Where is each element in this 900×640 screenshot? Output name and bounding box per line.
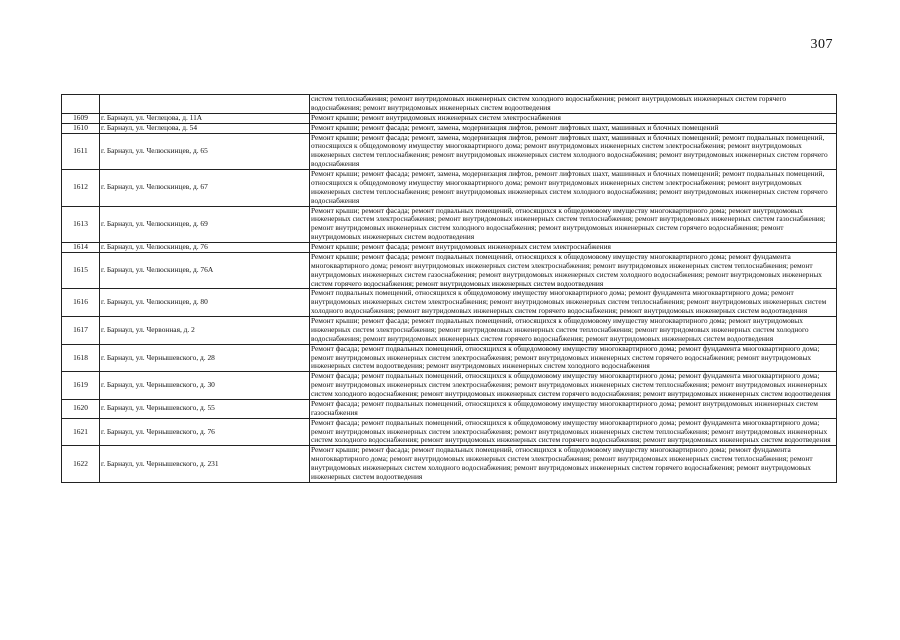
table-row bbox=[62, 289, 837, 317]
row-works: Ремонт крыши; ремонт фасада; ремонт внутридомовых инженерных систем электроснабжения bbox=[310, 243, 837, 253]
row-number bbox=[62, 95, 100, 114]
row-address: г. Барнаул, ул. Челюскинцев, д. 80 bbox=[100, 289, 310, 317]
table-row bbox=[62, 133, 837, 170]
row-address: г. Барнаул, ул. Челюскинцев, д. 76А bbox=[100, 252, 310, 289]
row-works: Ремонт крыши; ремонт фасада; ремонт подвальных помещений, относящихся к общедомовому имуществу многоквартирного дома; ремонт внутридомовых инженерных систем электроснабжения; ремонт внутридомовых инженерных систем теплоснабжения; ремонт внутридомовых инженерных систем газоснабжения; ремонт внутридомовых инженерных систем холодного водоснабжения; ремонт внутридомовых инженерных систем горячего водоснабжения; ремонт внутридомовых инженерных систем водоотведения bbox=[310, 206, 837, 243]
table-row bbox=[62, 95, 837, 114]
row-number: 1621 bbox=[62, 418, 100, 446]
row-works: Ремонт фасада; ремонт подвальных помещений, относящихся к общедомовому имуществу многоквартирного дома; ремонт фундамента многоквартирного дома; ремонт внутридомовых инженерных систем электроснабжения; ремонт внутридомовых инженерных систем горячего водоснабжения; ремонт внутридомовых инженерных систем водоотведения; ремонт внутридомовых инженерных систем холодного водоснабжения bbox=[310, 344, 837, 372]
row-number: 1614 bbox=[62, 243, 100, 253]
table-row bbox=[62, 418, 837, 446]
row-address: г. Барнаул, ул. Челюскинцев, д. 65 bbox=[100, 133, 310, 170]
row-number: 1622 bbox=[62, 446, 100, 483]
table-row bbox=[62, 317, 837, 345]
table-row bbox=[62, 252, 837, 289]
row-address: г. Барнаул, ул. Червонная, д. 2 bbox=[100, 317, 310, 345]
table-row bbox=[62, 243, 837, 253]
table-row bbox=[62, 206, 837, 243]
row-works: Ремонт крыши; ремонт внутридомовых инженерных систем электроснабжения bbox=[310, 113, 837, 123]
row-works: Ремонт фасада; ремонт подвальных помещений, относящихся к общедомовому имуществу многоквартирного дома; ремонт фундамента многоквартирного дома; ремонт внутридомовых инженерных систем электроснабжения; ремонт внутридомовых инженерных систем теплоснабжения; ремонт внутридомовых инженерных систем холодного водоснабжения; ремонт внутридомовых инженерных систем горячего водоснабжения; ремонт внутридомовых инженерных систем водоотведения bbox=[310, 418, 837, 446]
row-number: 1615 bbox=[62, 252, 100, 289]
table-row bbox=[62, 123, 837, 133]
repair-works-table bbox=[61, 94, 837, 483]
row-address: г. Барнаул, ул. Чернышевского, д. 231 bbox=[100, 446, 310, 483]
row-works: Ремонт крыши; ремонт фасада; ремонт, замена, модернизация лифтов, ремонт лифтовых шахт, машинных и блочных помещений; ремонт подвальных помещений, относящихся к общедомовому имуществу многоквартирного дома; ремонт внутридомовых инженерных систем электроснабжения; ремонт внутридомовых инженерных систем теплоснабжения; ремонт внутридомовых инженерных систем холодного водоснабжения; ремонт внутридомовых инженерных систем горячего водоснабжения bbox=[310, 133, 837, 170]
row-number: 1609 bbox=[62, 113, 100, 123]
row-works: Ремонт крыши; ремонт фасада; ремонт, замена, модернизация лифтов, ремонт лифтовых шахт, машинных и блочных помещений bbox=[310, 123, 837, 133]
row-number: 1612 bbox=[62, 170, 100, 207]
row-number: 1611 bbox=[62, 133, 100, 170]
row-number: 1616 bbox=[62, 289, 100, 317]
row-address: г. Барнаул, ул. Чеглецова, д. 11А bbox=[100, 113, 310, 123]
row-number: 1613 bbox=[62, 206, 100, 243]
row-number: 1618 bbox=[62, 344, 100, 372]
table-row bbox=[62, 113, 837, 123]
row-works: Ремонт подвальных помещений, относящихся к общедомовому имуществу многоквартирного дома; ремонт фундамента многоквартирного дома; ремонт внутридомовых инженерных систем электроснабжения; ремонт внутридомовых инженерных систем теплоснабжения; ремонт внутридомовых инженерных систем холодного водоснабжения; ремонт внутридомовых инженерных систем горячего водоснабжения; ремонт внутридомовых инженерных систем водоотведения bbox=[310, 289, 837, 317]
row-address: г. Барнаул, ул. Чернышевского, д. 30 bbox=[100, 372, 310, 400]
table-row bbox=[62, 446, 837, 483]
row-address: г. Барнаул, ул. Чернышевского, д. 28 bbox=[100, 344, 310, 372]
table-row bbox=[62, 372, 837, 400]
row-address: г. Барнаул, ул. Челюскинцев, д. 76 bbox=[100, 243, 310, 253]
row-address: г. Барнаул, ул. Чернышевского, д. 55 bbox=[100, 399, 310, 418]
row-address bbox=[100, 95, 310, 114]
row-works: Ремонт крыши; ремонт фасада; ремонт подвальных помещений, относящихся к общедомовому имуществу многоквартирного дома; ремонт фундамента многоквартирного дома; ремонт внутридомовых инженерных систем электроснабжения; ремонт внутридомовых инженерных систем теплоснабжения; ремонт внутридомовых инженерных систем холодного водоснабжения; ремонт внутридомовых инженерных систем горячего водоснабжения; ремонт внутридомовых инженерных систем водоотведения bbox=[310, 446, 837, 483]
table-row bbox=[62, 399, 837, 418]
row-works: систем теплоснабжения; ремонт внутридомовых инженерных систем холодного водоснабжения; ремонт внутридомовых инженерных систем горячего водоснабжения; ремонт внутридомовых инженерных систем водоотведения bbox=[310, 95, 837, 114]
row-address: г. Барнаул, ул. Чернышевского, д. 76 bbox=[100, 418, 310, 446]
table-row bbox=[62, 344, 837, 372]
row-works: Ремонт фасада; ремонт подвальных помещений, относящихся к общедомовому имуществу многоквартирного дома; ремонт фундамента многоквартирного дома; ремонт внутридомовых инженерных систем электроснабжения; ремонт внутридомовых инженерных систем теплоснабжения; ремонт внутридомовых инженерных систем холодного водоснабжения; ремонт внутридомовых инженерных систем горячего водоснабжения; ремонт внутридомовых инженерных систем водоотведения bbox=[310, 372, 837, 400]
table-row bbox=[62, 170, 837, 207]
row-works: Ремонт крыши; ремонт фасада; ремонт подвальных помещений, относящихся к общедомовому имуществу многоквартирного дома; ремонт фундамента многоквартирного дома; ремонт внутридомовых инженерных систем электроснабжения; ремонт внутридомовых инженерных систем теплоснабжения; ремонт внутридомовых инженерных систем газоснабжения; ремонт внутридомовых инженерных систем холодного водоснабжения; ремонт внутридомовых инженерных систем горячего водоснабжения; ремонт внутридомовых инженерных систем водоотведения bbox=[310, 252, 837, 289]
row-number: 1610 bbox=[62, 123, 100, 133]
row-number: 1620 bbox=[62, 399, 100, 418]
row-address: г. Барнаул, ул. Челюскинцев, д. 69 bbox=[100, 206, 310, 243]
row-works: Ремонт крыши; ремонт фасада; ремонт, замена, модернизация лифтов, ремонт лифтовых шахт, машинных и блочных помещений; ремонт подвальных помещений, относящихся к общедомовому имуществу многоквартирного дома; ремонт внутридомовых инженерных систем электроснабжения; ремонт внутридомовых инженерных систем теплоснабжения; ремонт внутридомовых инженерных систем холодного водоснабжения; ремонт внутридомовых инженерных систем горячего водоснабжения bbox=[310, 170, 837, 207]
page-number: 307 bbox=[810, 37, 833, 52]
row-works: Ремонт крыши; ремонт фасада; ремонт подвальных помещений, относящихся к общедомовому имуществу многоквартирного дома; ремонт внутридомовых инженерных систем электроснабжения; ремонт внутридомовых инженерных систем теплоснабжения; ремонт внутридомовых инженерных систем холодного водоснабжения; ремонт внутридомовых инженерных систем горячего водоснабжения; ремонт внутридомовых инженерных систем водоотведения bbox=[310, 317, 837, 345]
row-number: 1619 bbox=[62, 372, 100, 400]
row-works: Ремонт фасада; ремонт подвальных помещений, относящихся к общедомовому имуществу многоквартирного дома; ремонт внутридомовых инженерных систем газоснабжения bbox=[310, 399, 837, 418]
row-number: 1617 bbox=[62, 317, 100, 345]
row-address: г. Барнаул, ул. Чеглецова, д. 54 bbox=[100, 123, 310, 133]
row-address: г. Барнаул, ул. Челюскинцев, д. 67 bbox=[100, 170, 310, 207]
